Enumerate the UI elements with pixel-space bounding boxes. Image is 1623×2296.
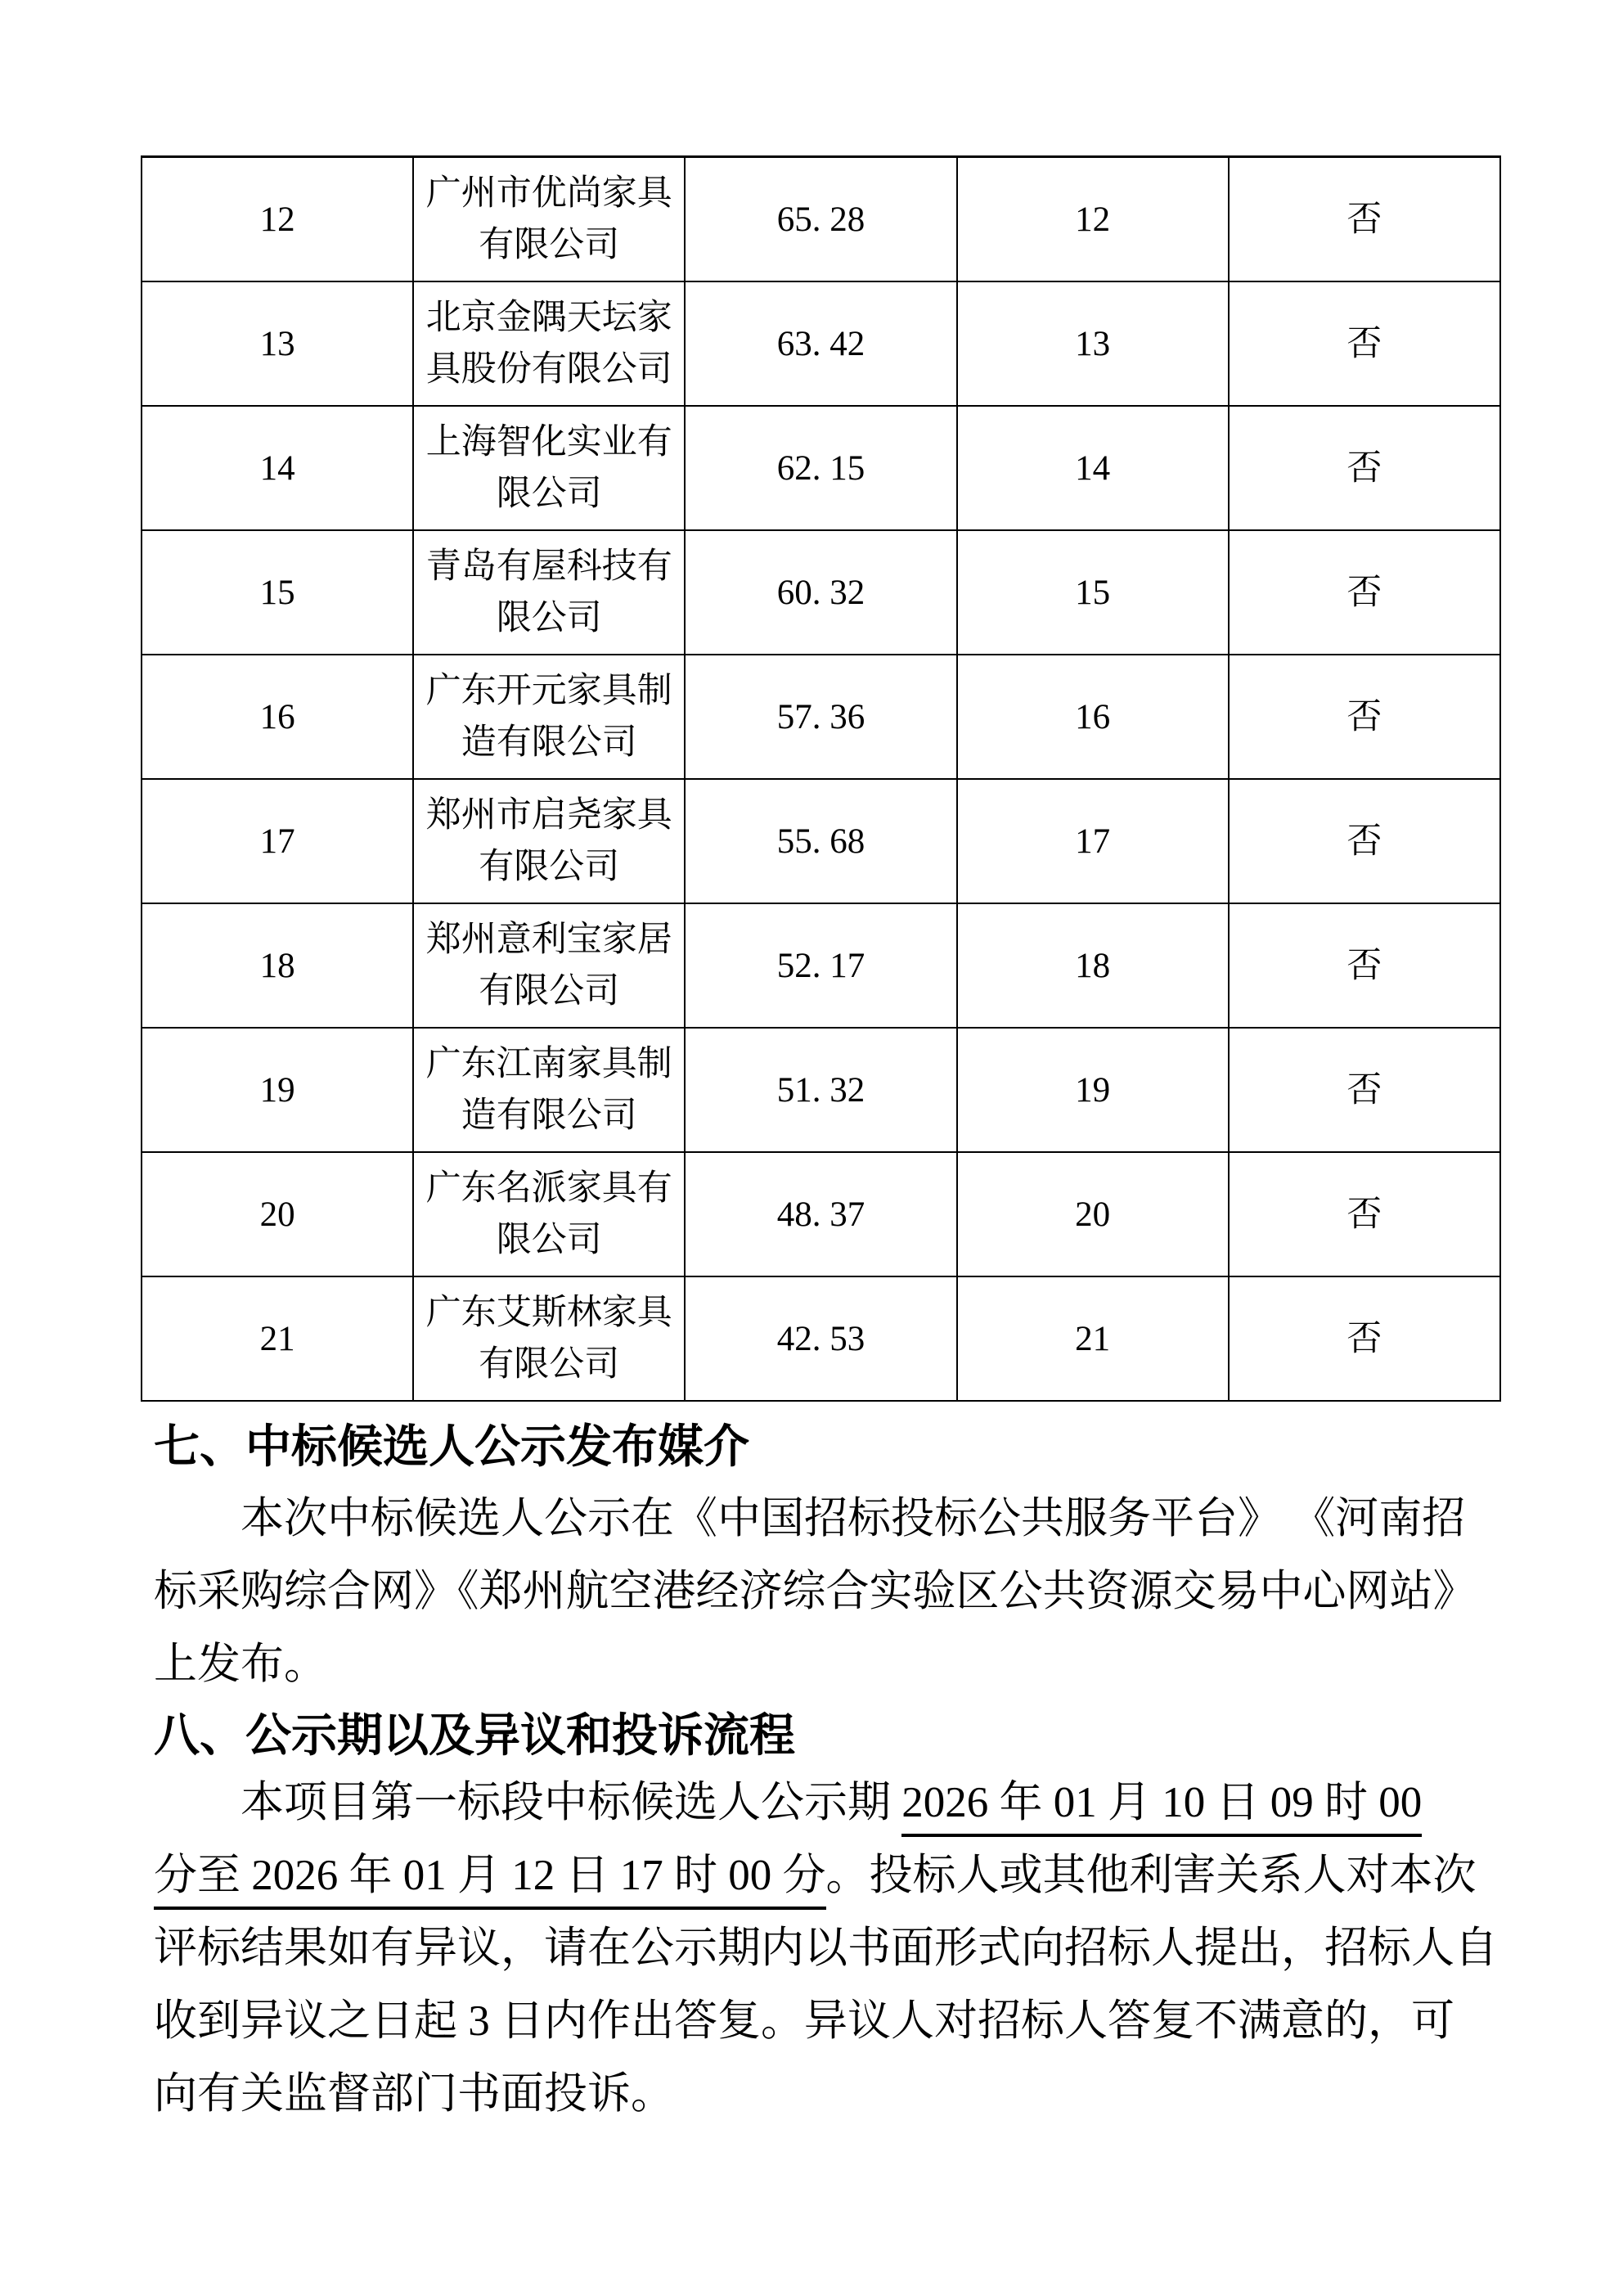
cell-company-name: 广东江南家具制造有限公司 [413, 1028, 685, 1152]
cell-company-name: 广东艾斯林家具有限公司 [413, 1276, 685, 1401]
cell-seq-no: 17 [142, 779, 413, 903]
table-row [142, 1028, 1500, 1152]
cell-is-winner: 否 [1229, 157, 1500, 282]
paragraph-line [154, 1839, 1512, 1912]
cell-score: 48. 37 [685, 1152, 956, 1276]
line-text: 标采购综合网》《郑州航空港经济综合实验区公共资源交易中心网站》 [154, 1568, 1477, 1615]
cell-company-name: 广东开元家具制造有限公司 [413, 655, 685, 779]
line-text: 。投标人或其他利害关系人对本次 [825, 1852, 1477, 1899]
cell-rank: 16 [957, 655, 1229, 779]
cell-score: 62. 15 [685, 406, 956, 530]
line-text: 收到异议之日起 3 日内作出答复。异议人对招标人答复不满意的，可 [154, 1997, 1454, 2045]
cell-company-name: 郑州意利宝家居有限公司 [413, 903, 685, 1028]
table-row [142, 1276, 1500, 1401]
table-row [142, 281, 1500, 406]
cell-rank: 20 [957, 1152, 1229, 1276]
section8-heading: 八、公示期以及异议和投诉流程 [154, 1709, 795, 1761]
cell-is-winner: 否 [1229, 1152, 1500, 1276]
cell-rank: 18 [957, 903, 1229, 1028]
cell-is-winner: 否 [1229, 1028, 1500, 1152]
line-text: 向有关监督部门书面投诉。 [154, 2070, 674, 2118]
table-row [142, 1152, 1500, 1276]
table-row [142, 655, 1500, 779]
section7-paragraph [154, 1483, 1512, 1701]
cell-seq-no: 21 [142, 1276, 413, 1401]
cell-seq-no: 14 [142, 406, 413, 530]
cell-is-winner: 否 [1229, 903, 1500, 1028]
line-text: 上发布。 [154, 1641, 327, 1688]
cell-score: 52. 17 [685, 903, 956, 1028]
cell-is-winner: 否 [1229, 1276, 1500, 1401]
cell-rank: 19 [957, 1028, 1229, 1152]
underlined-date-text: 分至 2026 年 01 月 12 日 17 时 00 分 [154, 1852, 826, 1910]
cell-score: 57. 36 [685, 655, 956, 779]
cell-company-name: 青岛有屋科技有限公司 [413, 530, 685, 655]
paragraph-line [154, 1483, 1512, 1555]
table-row [142, 530, 1500, 655]
cell-score: 60. 32 [685, 530, 956, 655]
line-text: 本项目第一标段中标候选人公示期 [241, 1779, 902, 1826]
cell-rank: 15 [957, 530, 1229, 655]
paragraph-line [154, 1628, 1512, 1701]
cell-rank: 21 [957, 1276, 1229, 1401]
bid-candidates-table [141, 155, 1501, 1402]
cell-score: 42. 53 [685, 1276, 956, 1401]
cell-is-winner: 否 [1229, 281, 1500, 406]
cell-company-name: 广东名派家具有限公司 [413, 1152, 685, 1276]
cell-rank: 12 [957, 157, 1229, 282]
cell-company-name: 郑州市启尧家具有限公司 [413, 779, 685, 903]
table-row [142, 903, 1500, 1028]
cell-is-winner: 否 [1229, 779, 1500, 903]
cell-is-winner: 否 [1229, 406, 1500, 530]
cell-score: 51. 32 [685, 1028, 956, 1152]
line-text: 本次中标候选人公示在《中国招标投标公共服务平台》 《河南招 [241, 1495, 1466, 1542]
cell-seq-no: 13 [142, 281, 413, 406]
cell-company-name: 广州市优尚家具有限公司 [413, 157, 685, 282]
cell-seq-no: 16 [142, 655, 413, 779]
table-row [142, 406, 1500, 530]
cell-company-name: 上海智化实业有限公司 [413, 406, 685, 530]
section8-paragraph [154, 1767, 1512, 2131]
cell-seq-no: 19 [142, 1028, 413, 1152]
cell-rank: 13 [957, 281, 1229, 406]
bid-candidates-table-body [142, 157, 1500, 1402]
paragraph-line [154, 1555, 1512, 1628]
cell-is-winner: 否 [1229, 655, 1500, 779]
cell-score: 65. 28 [685, 157, 956, 282]
cell-seq-no: 12 [142, 157, 413, 282]
table-row [142, 157, 1500, 282]
underlined-date-text: 2026 年 01 月 10 日 09 时 00 [901, 1779, 1422, 1837]
paragraph-line [154, 1767, 1512, 1839]
table-row [142, 779, 1500, 903]
cell-score: 63. 42 [685, 281, 956, 406]
paragraph-line [154, 1912, 1512, 1985]
line-text: 评标结果如有异议，请在公示期内以书面形式向招标人提出，招标人自 [154, 1925, 1498, 1972]
section7-heading: 七、中标候选人公示发布媒介 [154, 1420, 749, 1472]
cell-seq-no: 18 [142, 903, 413, 1028]
cell-seq-no: 20 [142, 1152, 413, 1276]
cell-rank: 14 [957, 406, 1229, 530]
cell-seq-no: 15 [142, 530, 413, 655]
paragraph-line [154, 2058, 1512, 2131]
cell-score: 55. 68 [685, 779, 956, 903]
cell-rank: 17 [957, 779, 1229, 903]
paragraph-line [154, 1985, 1512, 2058]
cell-company-name: 北京金隅天坛家具股份有限公司 [413, 281, 685, 406]
cell-is-winner: 否 [1229, 530, 1500, 655]
